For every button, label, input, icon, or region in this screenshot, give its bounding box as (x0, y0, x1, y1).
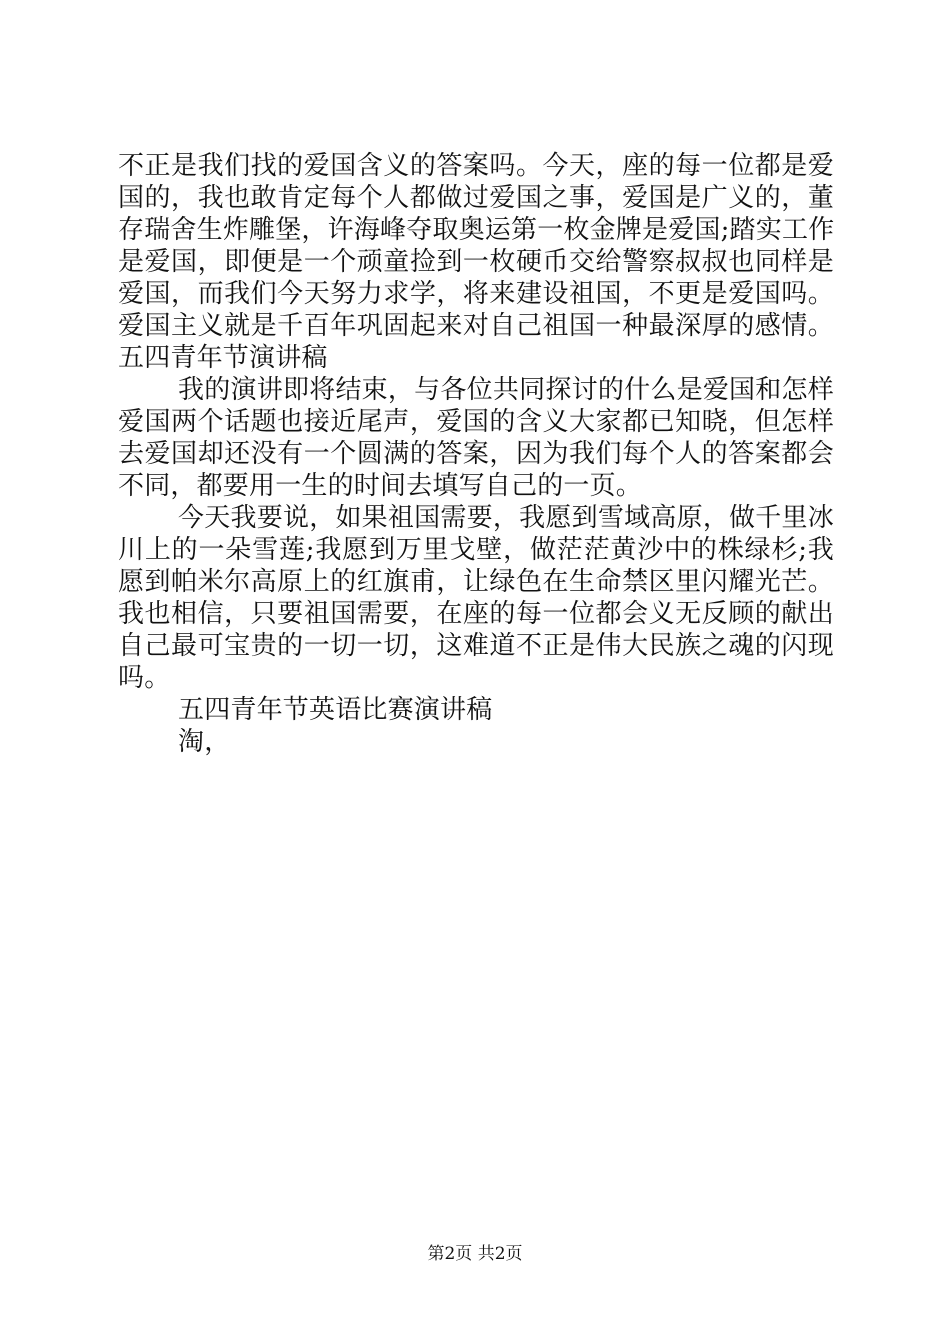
text-line: 国的，我也敢肯定每个人都做过爱国之事，爱国是广义的，董 (118, 183, 834, 213)
text-line: 爱国主义就是千百年巩固起来对自己祖国一种最深厚的感情。 (118, 311, 834, 341)
document-body (118, 150, 834, 758)
text-line: 今天我要说，如果祖国需要，我愿到雪域高原，做千里冰 (178, 503, 834, 533)
text-line: 愿到帕米尔高原上的红旗甫，让绿色在生命禁区里闪耀光芒。 (118, 567, 834, 597)
text-line: 爱国两个话题也接近尾声，爱国的含义大家都已知晓，但怎样 (118, 407, 834, 437)
text-line: 存瑞舍生炸雕堡，许海峰夺取奥运第一枚金牌是爱国;踏实工作 (118, 215, 835, 245)
text-line: 淘， (178, 727, 231, 757)
text-line: 是爱国，即便是一个顽童捡到一枚硬币交给警察叔叔也同样是 (118, 247, 834, 277)
text-line: 自己最可宝贵的一切一切，这难道不正是伟大民族之魂的闪现 (118, 631, 834, 661)
text-line: 不同，都要用一生的时间去填写自己的一页。 (118, 471, 643, 501)
text-line: 爱国，而我们今天努力求学，将来建设祖国，不更是爱国吗。 (118, 279, 834, 309)
text-line: 我也相信，只要祖国需要，在座的每一位都会义无反顾的献出 (118, 599, 834, 629)
text-line: 去爱国却还没有一个圆满的答案，因为我们每个人的答案都会 (118, 439, 834, 469)
section-heading: 五四青年节英语比赛演讲稿 (178, 695, 493, 725)
section-heading: 五四青年节演讲稿 (118, 343, 328, 373)
text-line: 川上的一朵雪莲;我愿到万里戈壁，做茫茫黄沙中的株绿杉;我 (118, 535, 834, 565)
page-footer: 第2页 共2页 (427, 1244, 523, 1264)
text-line: 吗。 (118, 663, 171, 693)
text-line: 我的演讲即将结束，与各位共同探讨的什么是爱国和怎样 (178, 375, 834, 405)
text-line: 不正是我们找的爱国含义的答案吗。今天，座的每一位都是爱 (118, 151, 834, 181)
